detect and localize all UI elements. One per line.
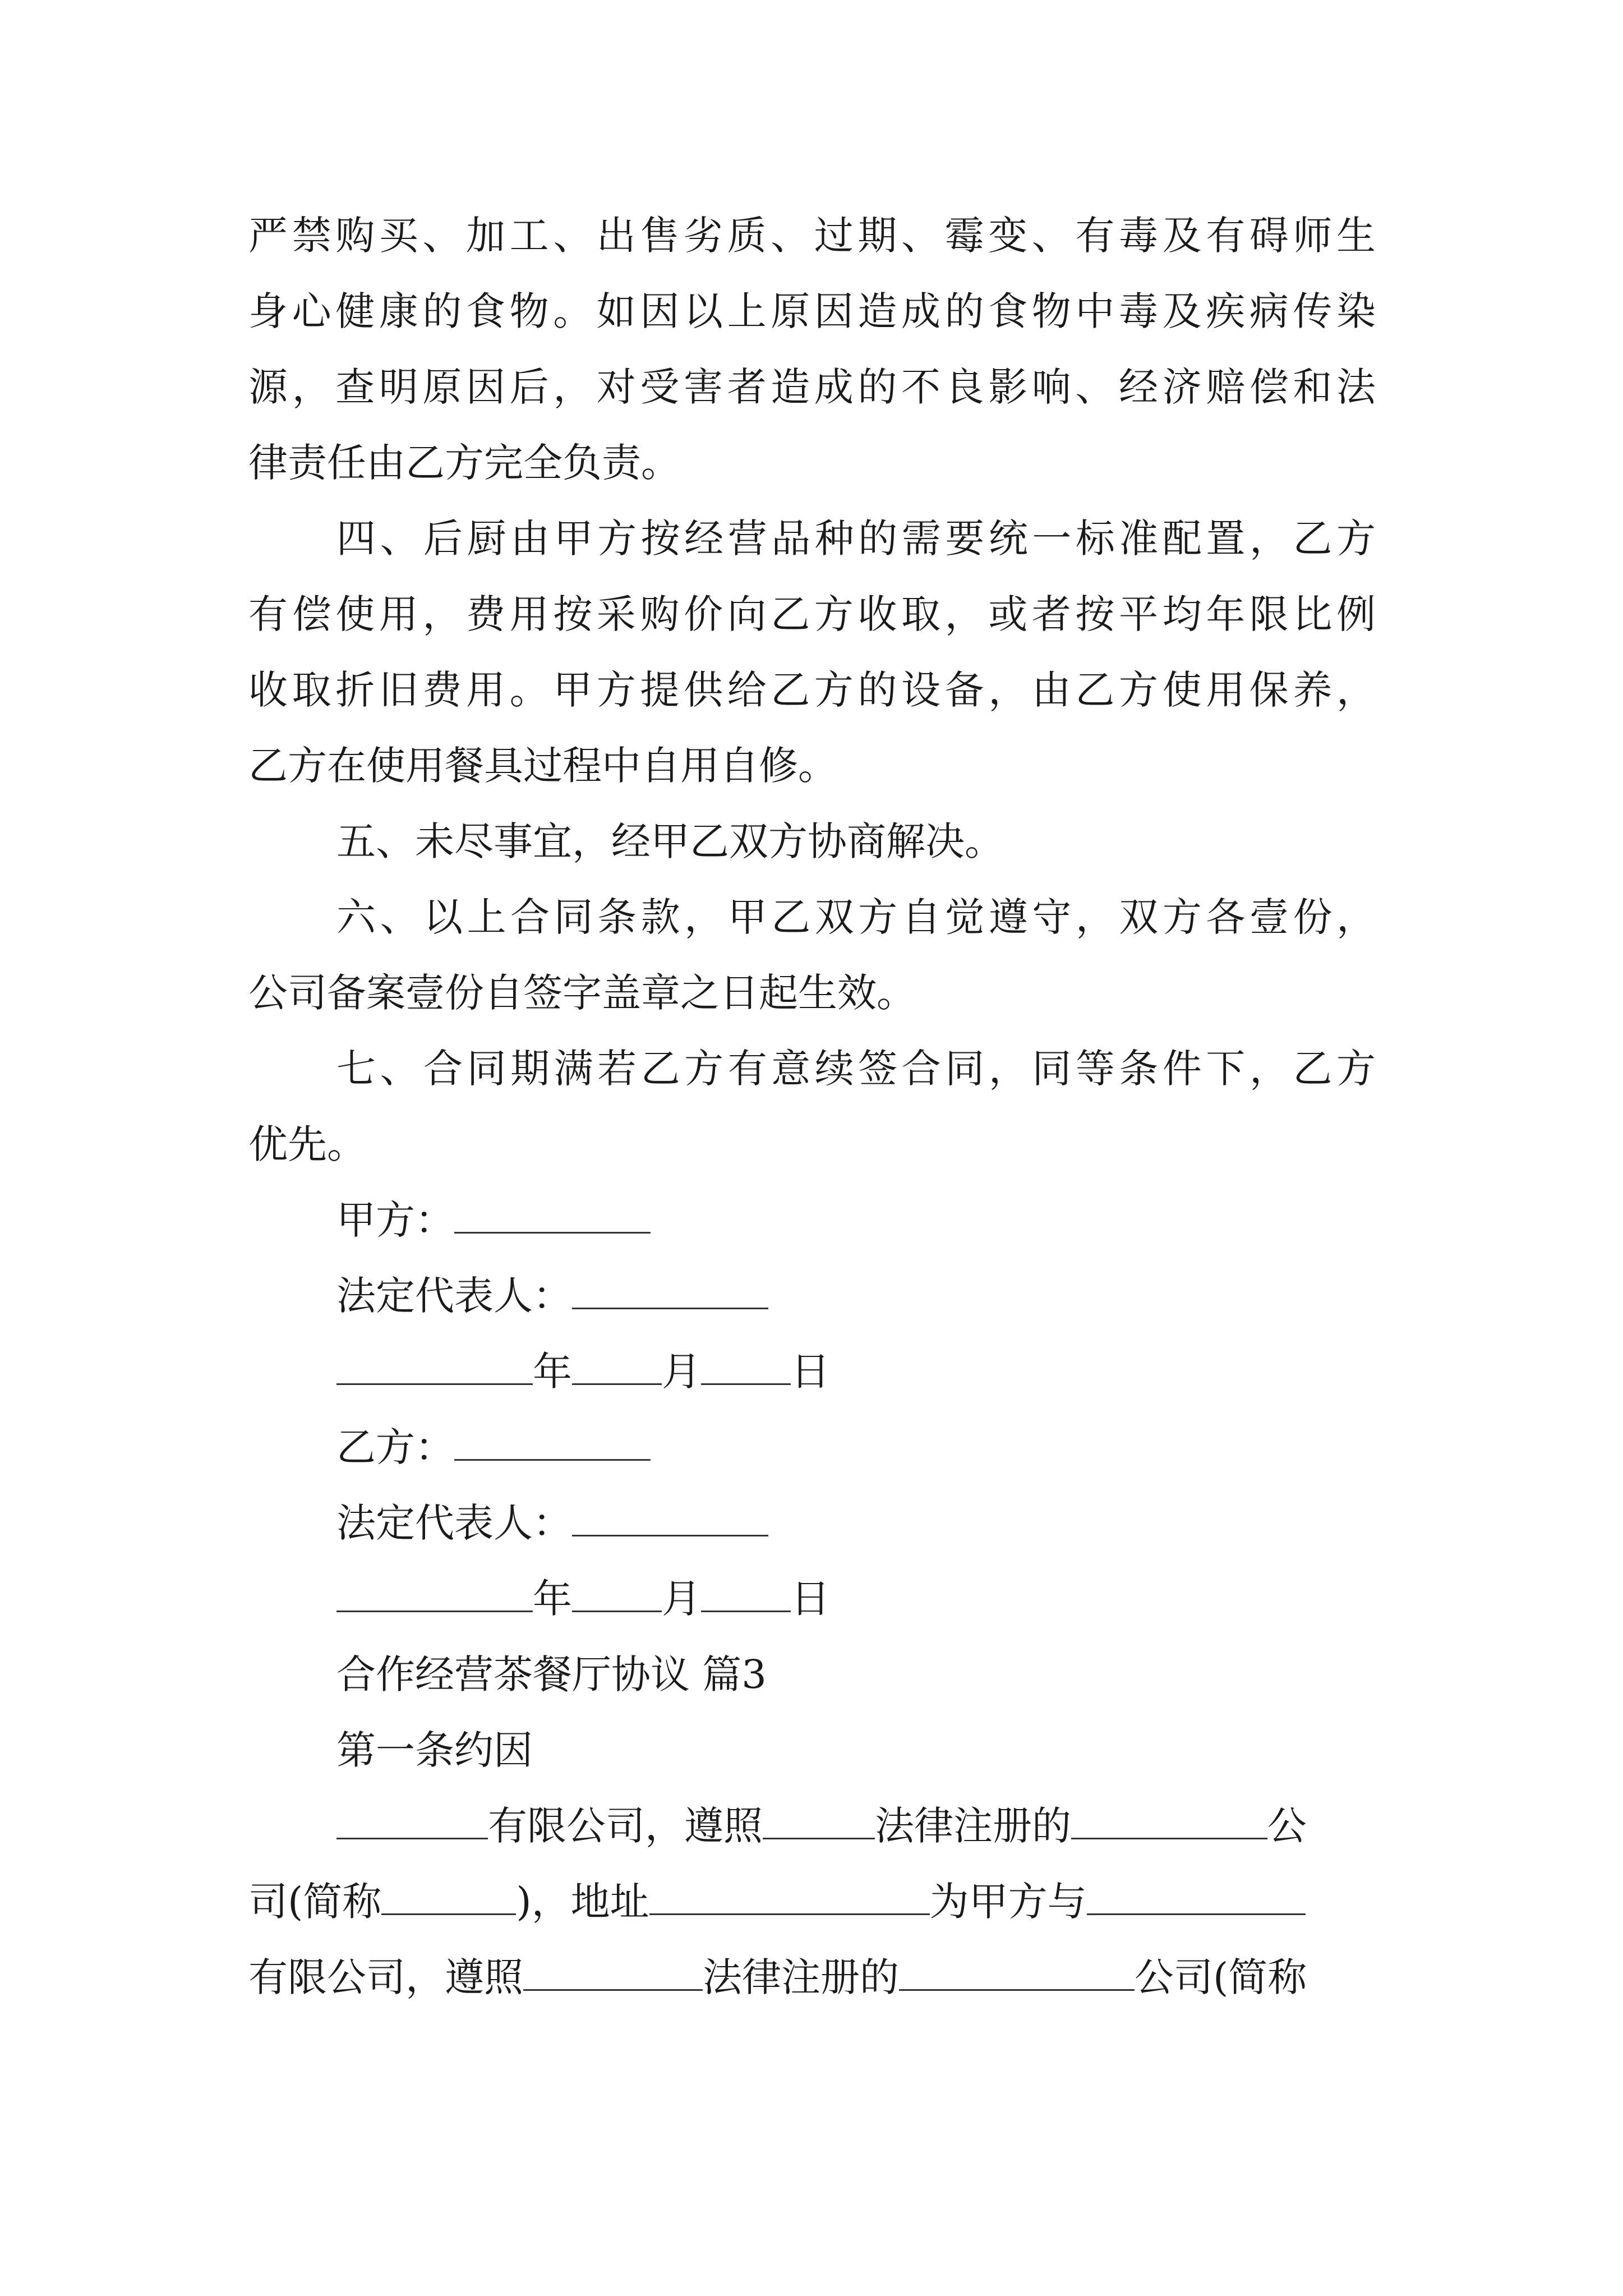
law-blank[interactable] — [763, 1801, 875, 1839]
company-name-blank[interactable] — [336, 1801, 488, 1839]
contract-line — [248, 1952, 1307, 2003]
month-blank[interactable] — [572, 1573, 662, 1612]
party-b-signature — [336, 1422, 651, 1473]
address-blank[interactable] — [649, 1876, 930, 1915]
rep-a-signature — [336, 1271, 768, 1321]
paragraph-line: 律责任由乙方完全负责。 — [248, 440, 680, 486]
paragraph-line: 身心健康的食物。如因以上原因造成的食物中毒及疾病传染 — [248, 288, 1376, 334]
rep-b-blank[interactable] — [572, 1498, 768, 1536]
rep-b-signature — [336, 1498, 768, 1548]
line-text: 有限公司，遵照 — [248, 1954, 523, 2000]
contract-line — [336, 1801, 1307, 1851]
clause-four-line: 四、后厨由甲方按经营品种的需要统一标准配置，乙方 — [336, 516, 1376, 562]
rep-a-blank[interactable] — [572, 1271, 768, 1309]
line-text: 公司(简称 — [1135, 1954, 1307, 2000]
paragraph-line: 严禁购买、加工、出售劣质、过期、霉变、有毒及有碍师生 — [248, 213, 1376, 259]
day-blank[interactable] — [701, 1346, 791, 1385]
clause-five-line: 五、未尽事宜，经甲乙双方协商解决。 — [336, 818, 1004, 864]
line-text: 公 — [1267, 1803, 1307, 1849]
party-a-blank[interactable] — [454, 1195, 651, 1234]
paragraph-line: 有偿使用，费用按采购价向乙方收取，或者按平均年限比例 — [248, 591, 1376, 637]
rep-b-label: 法定代表人： — [336, 1500, 572, 1546]
company-blank[interactable] — [1071, 1801, 1267, 1839]
party-b-label: 乙方： — [336, 1424, 454, 1470]
day-label: 日 — [791, 1576, 830, 1622]
paragraph-line: 公司备案壹份自签字盖章之日起生效。 — [248, 970, 916, 1016]
contract-line — [248, 1876, 1306, 1927]
month-label: 月 — [662, 1576, 701, 1622]
party-a-label: 甲方： — [336, 1197, 454, 1243]
paragraph-line: 乙方在使用餐具过程中自用自修。 — [248, 743, 837, 789]
year-label: 年 — [533, 1576, 572, 1622]
company-blank[interactable] — [899, 1952, 1135, 1991]
year-label: 年 — [533, 1349, 572, 1395]
short-name-blank[interactable] — [381, 1876, 516, 1915]
law-blank[interactable] — [523, 1952, 703, 1991]
date-a — [336, 1346, 830, 1397]
clause-six-line: 六、以上合同条款，甲乙双方自觉遵守，双方各壹份， — [336, 894, 1376, 940]
line-text: 法律注册的 — [875, 1803, 1071, 1849]
party-b-blank[interactable] — [454, 1422, 651, 1461]
paragraph-line: 优先。 — [248, 1121, 366, 1167]
line-text: )，地址 — [516, 1879, 649, 1925]
line-text: 法律注册的 — [703, 1954, 899, 2000]
year-blank[interactable] — [336, 1573, 533, 1612]
paragraph-line: 收取折旧费用。甲方提供给乙方的设备，由乙方使用保养， — [248, 667, 1376, 713]
party-blank[interactable] — [1087, 1876, 1306, 1915]
rep-a-label: 法定代表人： — [336, 1273, 572, 1319]
day-blank[interactable] — [701, 1573, 791, 1612]
line-text: 为甲方与 — [929, 1879, 1087, 1925]
line-text: 司(简称 — [248, 1879, 382, 1925]
year-blank[interactable] — [336, 1346, 533, 1385]
clause-seven-line: 七、合同期满若乙方有意续签合同，同等条件下，乙方 — [336, 1046, 1376, 1092]
month-label: 月 — [662, 1349, 701, 1395]
line-text: 有限公司，遵照 — [488, 1803, 763, 1849]
paragraph-line: 源，查明原因后，对受害者造成的不良影响、经济赔偿和法 — [248, 364, 1376, 410]
day-label: 日 — [791, 1349, 830, 1395]
section-title: 合作经营茶餐厅协议 篇3 — [336, 1651, 767, 1697]
date-b — [336, 1573, 830, 1624]
article-title: 第一条约因 — [336, 1727, 533, 1773]
party-a-signature — [336, 1195, 651, 1245]
month-blank[interactable] — [572, 1346, 662, 1385]
